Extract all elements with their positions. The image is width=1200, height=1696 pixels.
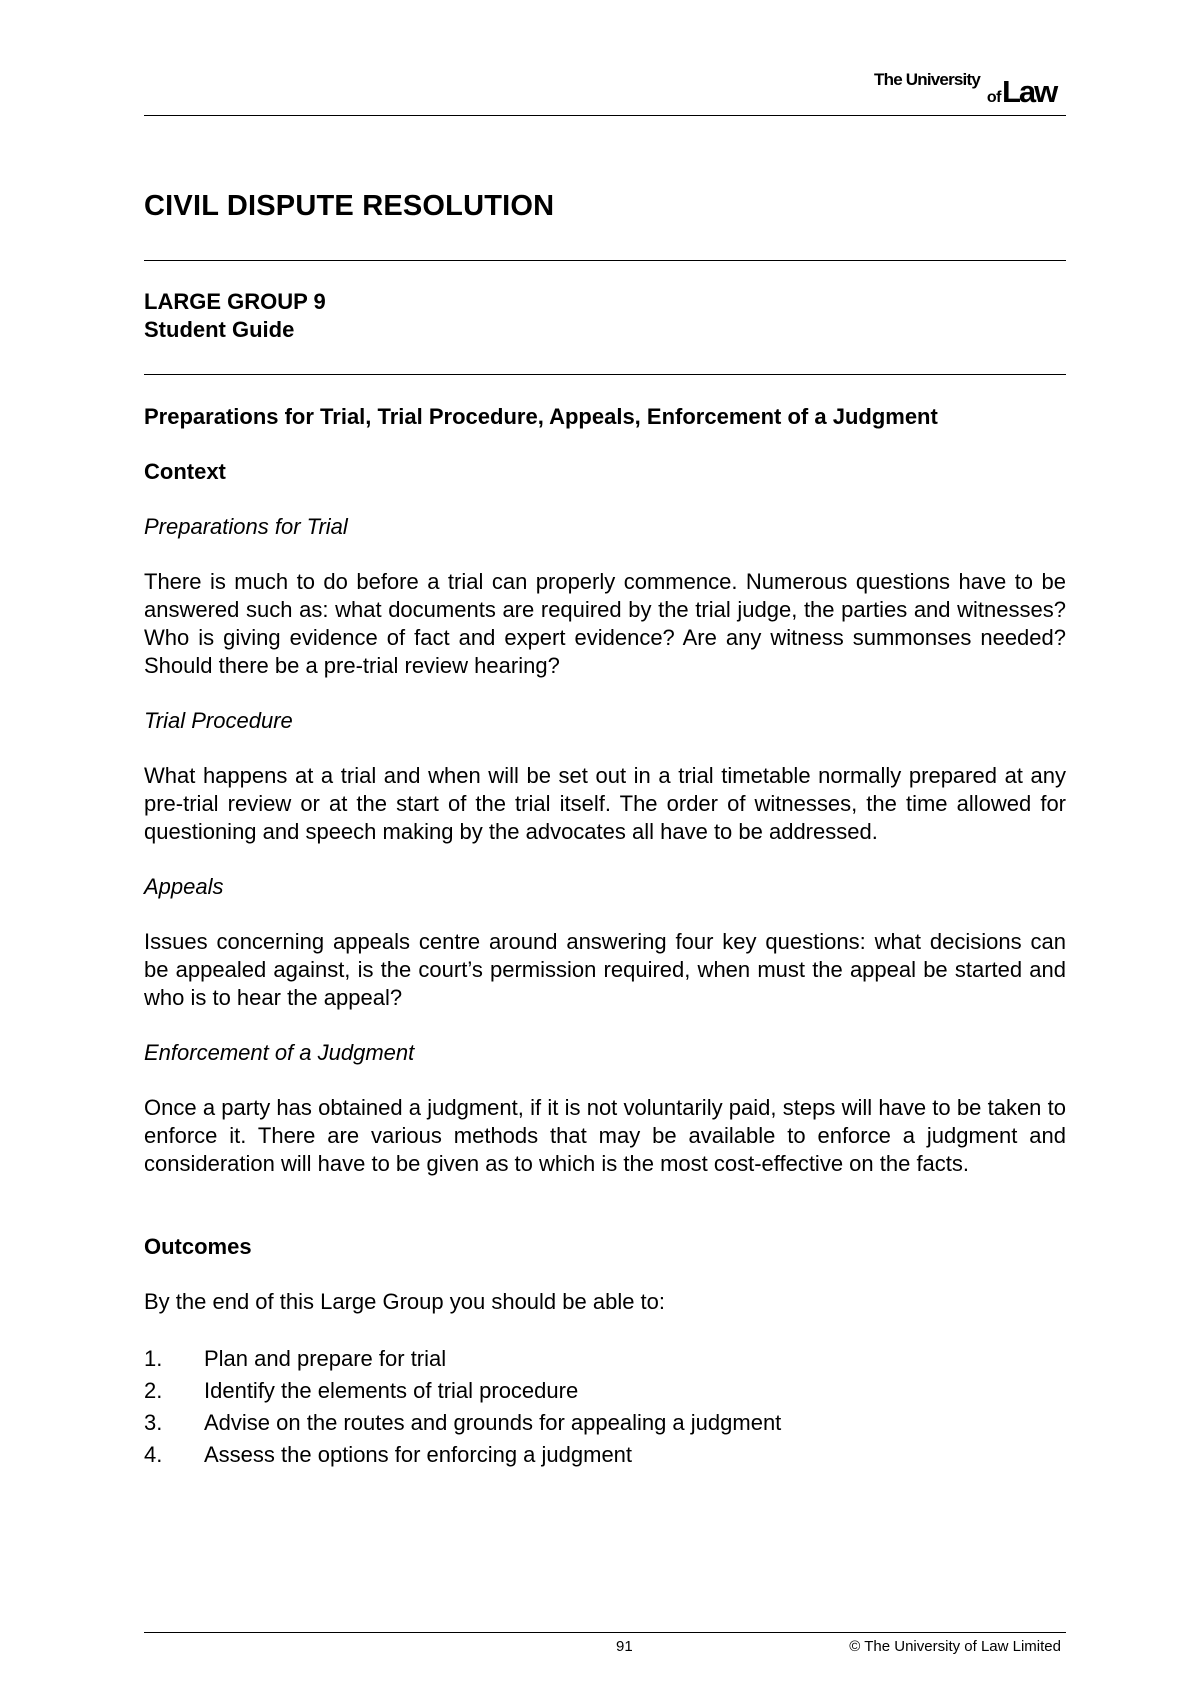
section-text-trial-procedure: What happens at a trial and when will be set out in a trial timetable normally prepared at any pre-trial review or at the start of the trial itself. The order of witnesses, the time allowed for questioning and speech making by the advocates all have to be addressed.	[144, 763, 1066, 844]
copyright-notice: © The University of Law Limited	[849, 1638, 1061, 1655]
section-heading-appeals: Appeals	[144, 874, 224, 899]
list-item	[144, 1439, 1066, 1471]
section-text-appeals: Issues concerning appeals centre around answering four key questions: what decisions can be appealed against, is the court’s permission required, when must the appeal be started and who is to hear the appeal?	[144, 929, 1066, 1010]
context-heading: Context	[144, 459, 226, 484]
group-rule	[144, 374, 1066, 375]
guide-label: Student Guide	[144, 317, 295, 342]
list-item-number: 4.	[144, 1442, 163, 1467]
logo-line-1: The University	[874, 70, 980, 89]
header-rule	[144, 115, 1066, 116]
section-heading-preparations: Preparations for Trial	[144, 514, 348, 539]
title-rule	[144, 260, 1066, 261]
logo-of: of	[986, 89, 1001, 106]
list-item	[144, 1407, 1066, 1439]
section-text-preparations: There is much to do before a trial can properly commence. Numerous questions have to be answered such as: what documents are required by the trial judge, the parties and witnesses? Who is giving evidence of fact and expert evidence? Are any witness summonses needed? Should there be a pre-trial review hearing?	[144, 569, 1066, 678]
list-item-number: 1.	[144, 1346, 163, 1371]
outcomes-list	[144, 1343, 1066, 1471]
list-item-text: Assess the options for enforcing a judgment	[204, 1442, 633, 1467]
section-text-enforcement: Once a party has obtained a judgment, if it is not voluntarily paid, steps will have to be taken to enforce it. There are various methods that may be available to enforce a judgment and consideration will have to be given as to which is the most cost-effective on the facts.	[144, 1095, 1066, 1176]
group-block	[144, 288, 326, 344]
list-item-number: 3.	[144, 1410, 163, 1435]
university-logo	[856, 68, 1066, 108]
logo-law: Law	[1002, 74, 1057, 108]
session-subtitle: Preparations for Trial, Trial Procedure, Appeals, Enforcement of a Judgment	[144, 404, 938, 429]
list-item-text: Advise on the routes and grounds for appealing a judgment	[204, 1410, 782, 1435]
group-label: LARGE GROUP 9	[144, 289, 326, 314]
list-item-text: Identify the elements of trial procedure	[204, 1378, 579, 1403]
outcomes-heading: Outcomes	[144, 1234, 252, 1259]
page-number: 91	[616, 1638, 633, 1655]
list-item-number: 2.	[144, 1378, 163, 1403]
list-item	[144, 1343, 1066, 1375]
section-heading-trial-procedure: Trial Procedure	[144, 708, 293, 733]
document-title: CIVIL DISPUTE RESOLUTION	[144, 190, 555, 222]
list-item	[144, 1375, 1066, 1407]
section-heading-enforcement: Enforcement of a Judgment	[144, 1040, 415, 1065]
main-content	[144, 403, 1066, 1471]
document-page	[144, 0, 1066, 1696]
footer-rule	[144, 1632, 1066, 1633]
list-item-text: Plan and prepare for trial	[204, 1346, 447, 1371]
outcomes-intro: By the end of this Large Group you should be able to:	[144, 1289, 666, 1314]
